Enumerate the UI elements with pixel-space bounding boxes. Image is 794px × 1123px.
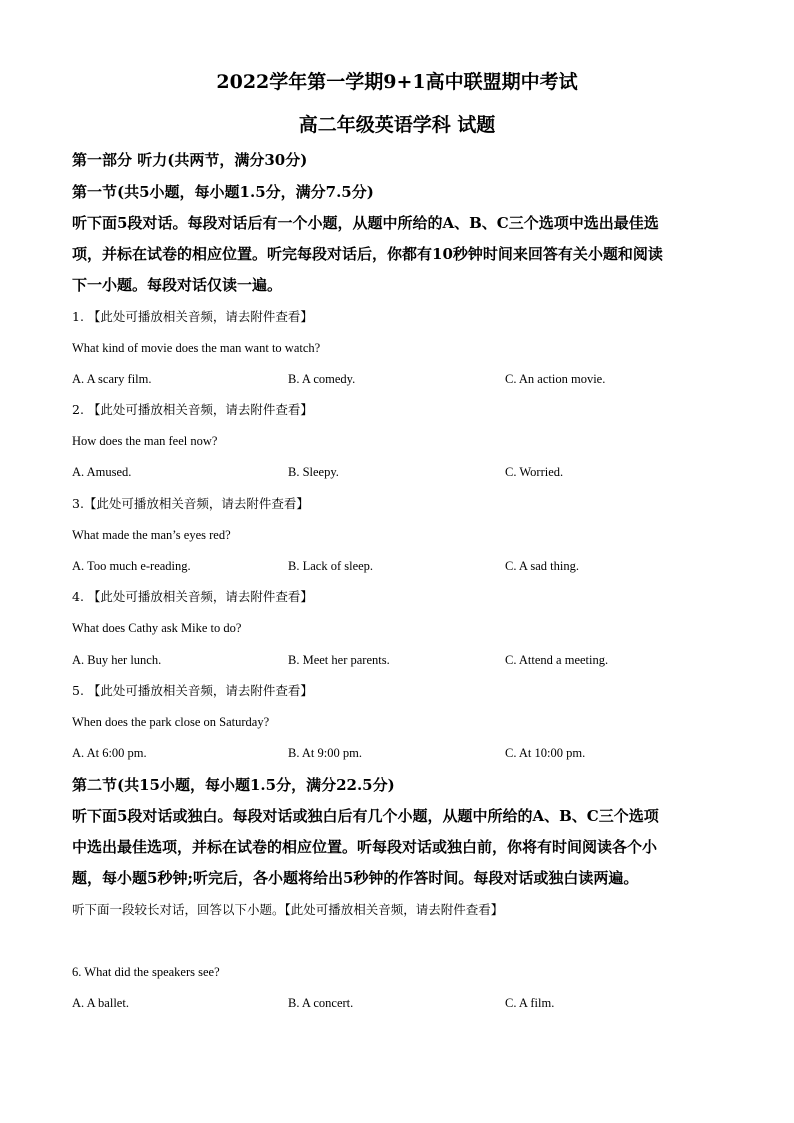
q6-option-c: C. A film. <box>505 996 555 1010</box>
exam-subtitle: 高二年级英语学科 试题 <box>298 114 496 136</box>
q5-option-b: B. At 9:00 pm. <box>288 746 362 760</box>
section2-instruction-line: 中选出最佳选项，并标在试卷的相应位置。听每段对话或独白前，你将有时间阅读各个小 <box>72 838 658 856</box>
q2-option-b: B. Sleepy. <box>288 465 339 479</box>
q1-option-b: B. A comedy. <box>288 372 356 386</box>
audio-note-q1: 1. 【此处可播放相关音频，请去附件查看】 <box>72 309 313 324</box>
q4-option-c: C. Attend a meeting. <box>505 653 609 667</box>
section2-heading: 第二节(共15小题，每小题1.5分，满分22.5分) <box>72 776 395 794</box>
question-1: What kind of movie does the man want to watch? <box>72 341 321 355</box>
q3-option-a: A. Too much e-reading. <box>72 559 191 573</box>
q6-option-a: A. A ballet. <box>72 996 129 1010</box>
q5-option-c: C. At 10:00 pm. <box>505 746 586 760</box>
q6-option-b: B. A concert. <box>288 996 354 1010</box>
q4-option-b: B. Meet her parents. <box>288 653 390 667</box>
question-6: 6. What did the speakers see? <box>72 965 220 979</box>
audio-note-q4: 4. 【此处可播放相关音频，请去附件查看】 <box>72 589 313 604</box>
section1-instruction-line: 项，并标在试卷的相应位置。听完每段对话后，你都有10秒钟时间来回答有关小题和阅读 <box>72 245 663 263</box>
q1-option-a: A. A scary film. <box>72 372 152 386</box>
audio-note-q5: 5. 【此处可播放相关音频，请去附件查看】 <box>72 683 313 698</box>
audio-note-q3: 3.【此处可播放相关音频，请去附件查看】 <box>72 496 309 511</box>
q5-option-a: A. At 6:00 pm. <box>72 746 147 760</box>
exam-title: 2022学年第一学期9+1高中联盟期中考试 <box>216 71 578 93</box>
section2-audio-note: 听下面一段较长对话，回答以下小题。【此处可播放相关音频，请去附件查看】 <box>72 902 504 917</box>
q2-option-c: C. Worried. <box>505 465 564 479</box>
section1-instruction-line: 听下面5段对话。每段对话后有一个小题，从题中所给的A、B、C三个选项中选出最佳选 <box>72 214 659 232</box>
question-2: How does the man feel now? <box>72 434 218 448</box>
part1-heading: 第一部分 听力(共两节，满分30分) <box>72 151 308 169</box>
question-5: When does the park close on Saturday? <box>72 715 270 729</box>
q3-option-b: B. Lack of sleep. <box>288 559 374 573</box>
q2-option-a: A. Amused. <box>72 465 132 479</box>
section2-instruction-line: 题，每小题5秒钟;听完后，各小题将给出5秒钟的作答时间。每段对话或独白读两遍。 <box>72 869 639 887</box>
q1-option-c: C. An action movie. <box>505 372 606 386</box>
q3-option-c: C. A sad thing. <box>505 559 579 573</box>
audio-note-q2: 2. 【此处可播放相关音频，请去附件查看】 <box>72 402 313 417</box>
question-4: What does Cathy ask Mike to do? <box>72 621 242 635</box>
section1-heading: 第一节(共5小题，每小题1.5分，满分7.5分) <box>72 183 374 201</box>
section2-instruction-line: 听下面5段对话或独白。每段对话或独白后有几个小题，从题中所给的A、B、C三个选项 <box>72 807 659 825</box>
q4-option-a: A. Buy her lunch. <box>72 653 162 667</box>
section1-instruction-line: 下一小题。每段对话仅读一遍。 <box>72 276 283 294</box>
question-3: What made the man’s eyes red? <box>72 528 231 542</box>
